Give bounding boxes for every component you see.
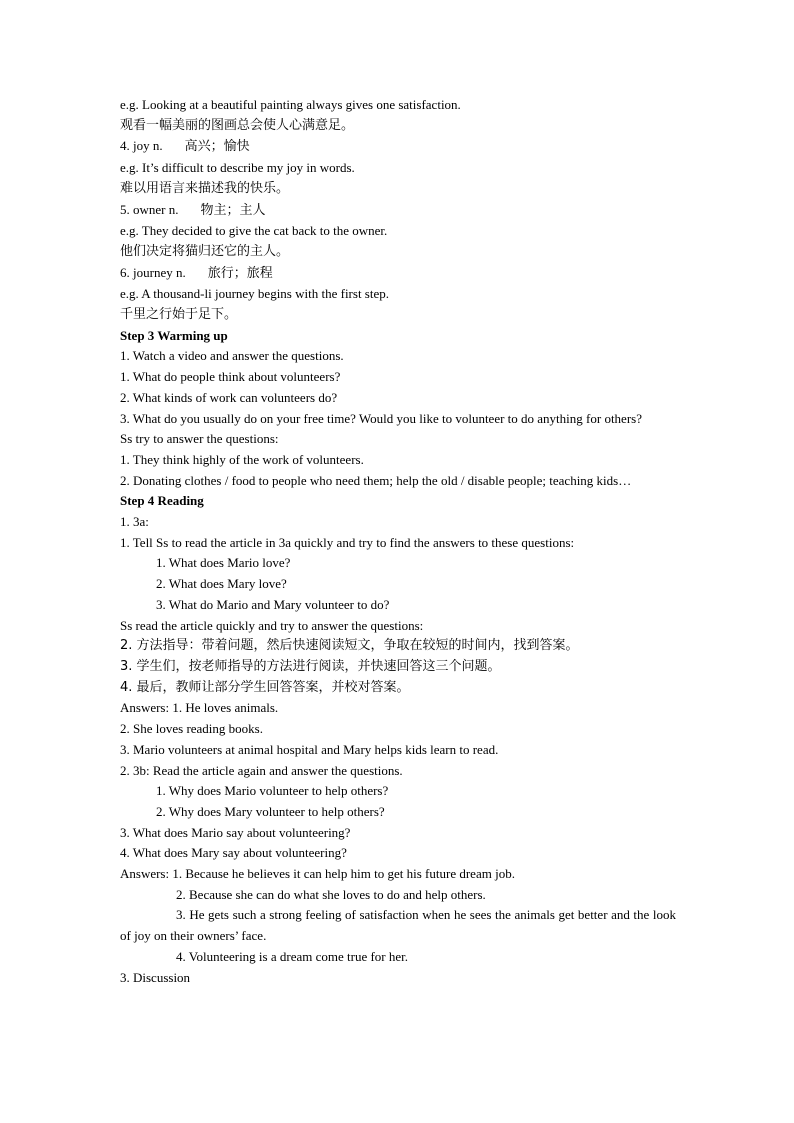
vocab-meaning: 高兴；愉快	[184, 139, 250, 155]
step4-part1-try: Ss read the article quickly and try to answer the questions:	[120, 617, 424, 633]
step4-part2-question: 4. What does Mary say about volunteering?	[120, 845, 347, 861]
step3-answer: 1. They think highly of the work of volunteers.	[120, 451, 364, 467]
step4-part2-question: 3. What does Mario say about volunteering?	[120, 824, 351, 840]
document-body	[120, 95, 676, 988]
step4-part1-question: 2. What does Mary love?	[156, 576, 287, 592]
step4-method-step: 4. 最后，教师让部分学生回答答案，并校对答案。	[120, 679, 410, 695]
step3-question: 3. What do you usually do on your free time? Would you like to volunteer to do anything for others?	[120, 410, 642, 426]
example-sentence: e.g. A thousand-li journey begins with the first step.	[120, 286, 389, 302]
step4-part2-answer: 4. Volunteering is a dream come true for her.	[176, 948, 409, 964]
step3-question: 1. What do people think about volunteers?	[120, 369, 341, 385]
vocab-entry-journey	[120, 263, 676, 285]
step4-part2-answer: 3. He gets such a strong feeling of satisfaction when he sees the animals get better and the look of joy on their owners’ face.	[120, 907, 676, 944]
step4-part2-answer: 2. Because she can do what she loves to do and help others.	[176, 886, 486, 902]
step4-part2-question: 2. Why does Mary volunteer to help others?	[156, 803, 385, 819]
step4-part1-answer: Answers: 1. He loves animals.	[120, 700, 279, 716]
vocab-meaning: 旅行；旅程	[207, 265, 273, 281]
example-sentence: e.g. They decided to give the cat back to the owner.	[120, 223, 388, 239]
step4-part2-answer: Answers: 1. Because he believes it can help him to get his future dream job.	[120, 866, 515, 882]
step4-part1-question: 3. What do Mario and Mary volunteer to do?	[156, 596, 390, 612]
vocab-meaning: 物主；主人	[200, 202, 266, 218]
step3-try: Ss try to answer the questions:	[120, 431, 279, 447]
step4-part1-answer: 2. She loves reading books.	[120, 721, 263, 737]
example-translation: 千里之行始于足下。	[120, 307, 238, 323]
step4-part1-answer: 3. Mario volunteers at animal hospital and Mary helps kids learn to read.	[120, 741, 499, 757]
step4-part1-label: 1. 3a:	[120, 514, 149, 530]
step3-question: 2. What kinds of work can volunteers do?	[120, 389, 338, 405]
example-translation: 难以用语言来描述我的快乐。	[120, 180, 290, 196]
vocab-term: 5. owner n.	[120, 201, 179, 217]
example-translation: 他们决定将猫归还它的主人。	[120, 243, 290, 259]
step3-heading: Step 3 Warming up	[120, 327, 228, 343]
vocab-term: 6. journey n.	[120, 264, 186, 280]
vocab-entry-joy	[120, 136, 676, 158]
step3-answer: 2. Donating clothes / food to people who need them; help the old / disable people; teaching kids…	[120, 472, 632, 488]
step4-part2-question: 1. Why does Mario volunteer to help others?	[156, 783, 389, 799]
step4-part3-heading: 3. Discussion	[120, 969, 191, 985]
step4-part1-task: 1. Tell Ss to read the article in 3a quickly and try to find the answers to these questions:	[120, 534, 575, 550]
step3-intro: 1. Watch a video and answer the questions.	[120, 348, 344, 364]
example-sentence: e.g. Looking at a beautiful painting always gives one satisfaction.	[120, 97, 461, 112]
step4-heading: Step 4 Reading	[120, 493, 204, 509]
step4-part1-question: 1. What does Mario love?	[156, 555, 291, 571]
step4-method-step: 3. 学生们，按老师指导的方法进行阅读，并快速回答这三个问题。	[120, 658, 501, 674]
step4-method-step: 2. 方法指导：带着问题，然后快速阅读短文，争取在较短的时间内，找到答案。	[120, 638, 579, 654]
example-sentence: e.g. It’s difficult to describe my joy in words.	[120, 160, 355, 176]
example-translation: 观看一幅美丽的图画总会使人心满意足。	[120, 117, 355, 133]
vocab-term: 4. joy n.	[120, 138, 163, 154]
vocab-entry-owner	[120, 200, 676, 222]
step4-part2-task: 2. 3b: Read the article again and answer the questions.	[120, 762, 403, 778]
